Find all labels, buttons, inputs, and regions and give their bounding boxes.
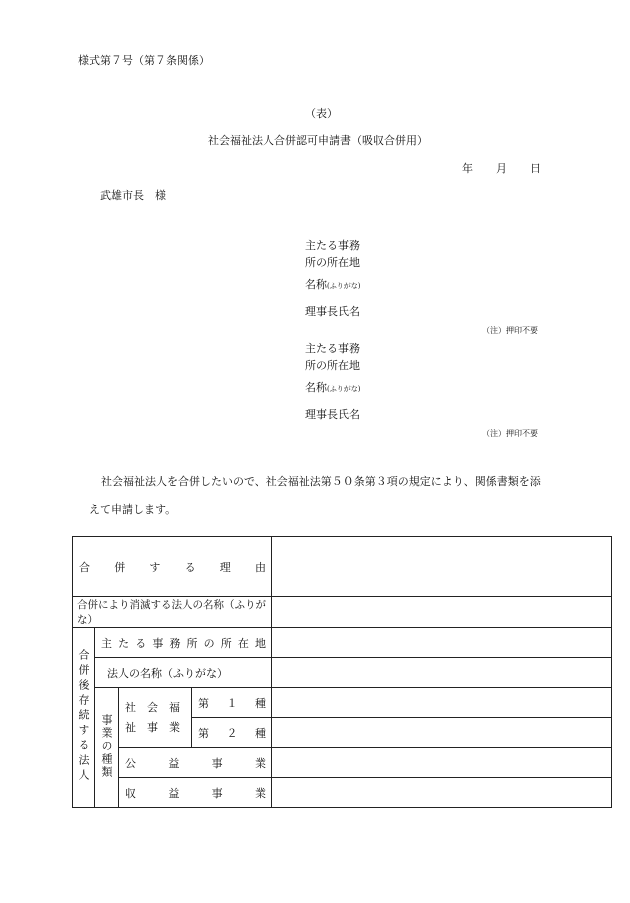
applicant-chairman-label: 理事長氏名 xyxy=(305,305,360,318)
surviving-corp-label: 合併後存続する法人 xyxy=(73,628,95,808)
seal-note: （注）押印不要 xyxy=(482,429,538,438)
type1-field[interactable] xyxy=(272,688,612,718)
office-location-label: 主 た る 事 務 所 の 所 在 地 xyxy=(95,628,272,658)
applicant-address-label: 所の所在地 xyxy=(305,359,360,372)
business-types-label: 事業の種類 xyxy=(95,688,119,808)
applicant-chairman-label: 理事長氏名 xyxy=(305,408,360,421)
form-number: 様式第７号（第７条関係） xyxy=(78,54,210,67)
applicant-name-label xyxy=(305,382,360,393)
public-interest-field[interactable] xyxy=(272,748,612,778)
applicant-address-label: 主たる事務 xyxy=(305,239,360,252)
body-text: えて申請します。 xyxy=(89,503,177,516)
profit-business-label: 収 益 事 業 xyxy=(119,778,272,808)
table-row xyxy=(73,597,612,628)
reason-field[interactable] xyxy=(272,537,612,597)
table-row xyxy=(73,628,612,658)
table-row xyxy=(73,688,612,718)
page-title: 社会福祉法人合併認可申請書（吸収合併用） xyxy=(208,134,428,147)
corp-name-label: 法人の名称（ふりがな） xyxy=(95,658,272,688)
reason-label: 合 併 す る 理 由 xyxy=(73,537,272,597)
applicant-address-label: 所の所在地 xyxy=(305,256,360,269)
body-text: 社会福祉法人を合併したいので、社会福祉法第５０条第３項の規定により、関係書類を添 xyxy=(101,475,541,488)
office-location-field[interactable] xyxy=(272,628,612,658)
dissolved-name-label: 合併により消滅する法人の名称（ふりがな） xyxy=(73,597,272,628)
seal-note: （注）押印不要 xyxy=(482,326,538,335)
application-table xyxy=(72,536,612,808)
applicant-address-label: 主たる事務 xyxy=(305,342,360,355)
dissolved-name-field[interactable] xyxy=(272,597,612,628)
table-row xyxy=(73,537,612,597)
type1-label: 第 １ 種 xyxy=(192,688,272,718)
name-label-text: 名称 xyxy=(305,278,327,291)
social-welfare-label: 社 会 福 祉 事 業 xyxy=(119,688,192,748)
table-row xyxy=(73,658,612,688)
applicant-name-label xyxy=(305,279,360,290)
corp-name-field[interactable] xyxy=(272,658,612,688)
table-row xyxy=(73,778,612,808)
side-label: （表） xyxy=(305,107,338,120)
addressee: 武雄市長 様 xyxy=(100,189,166,202)
profit-business-field[interactable] xyxy=(272,778,612,808)
date-day: 日 xyxy=(530,162,541,175)
name-label-text: 名称 xyxy=(305,381,327,394)
public-interest-label: 公 益 事 業 xyxy=(119,748,272,778)
date-year: 年 xyxy=(462,162,473,175)
date-month: 月 xyxy=(496,162,507,175)
type2-field[interactable] xyxy=(272,718,612,748)
furigana-label: (ふりがな) xyxy=(327,282,361,290)
furigana-label: (ふりがな) xyxy=(327,385,361,393)
table-row xyxy=(73,748,612,778)
type2-label: 第 ２ 種 xyxy=(192,718,272,748)
